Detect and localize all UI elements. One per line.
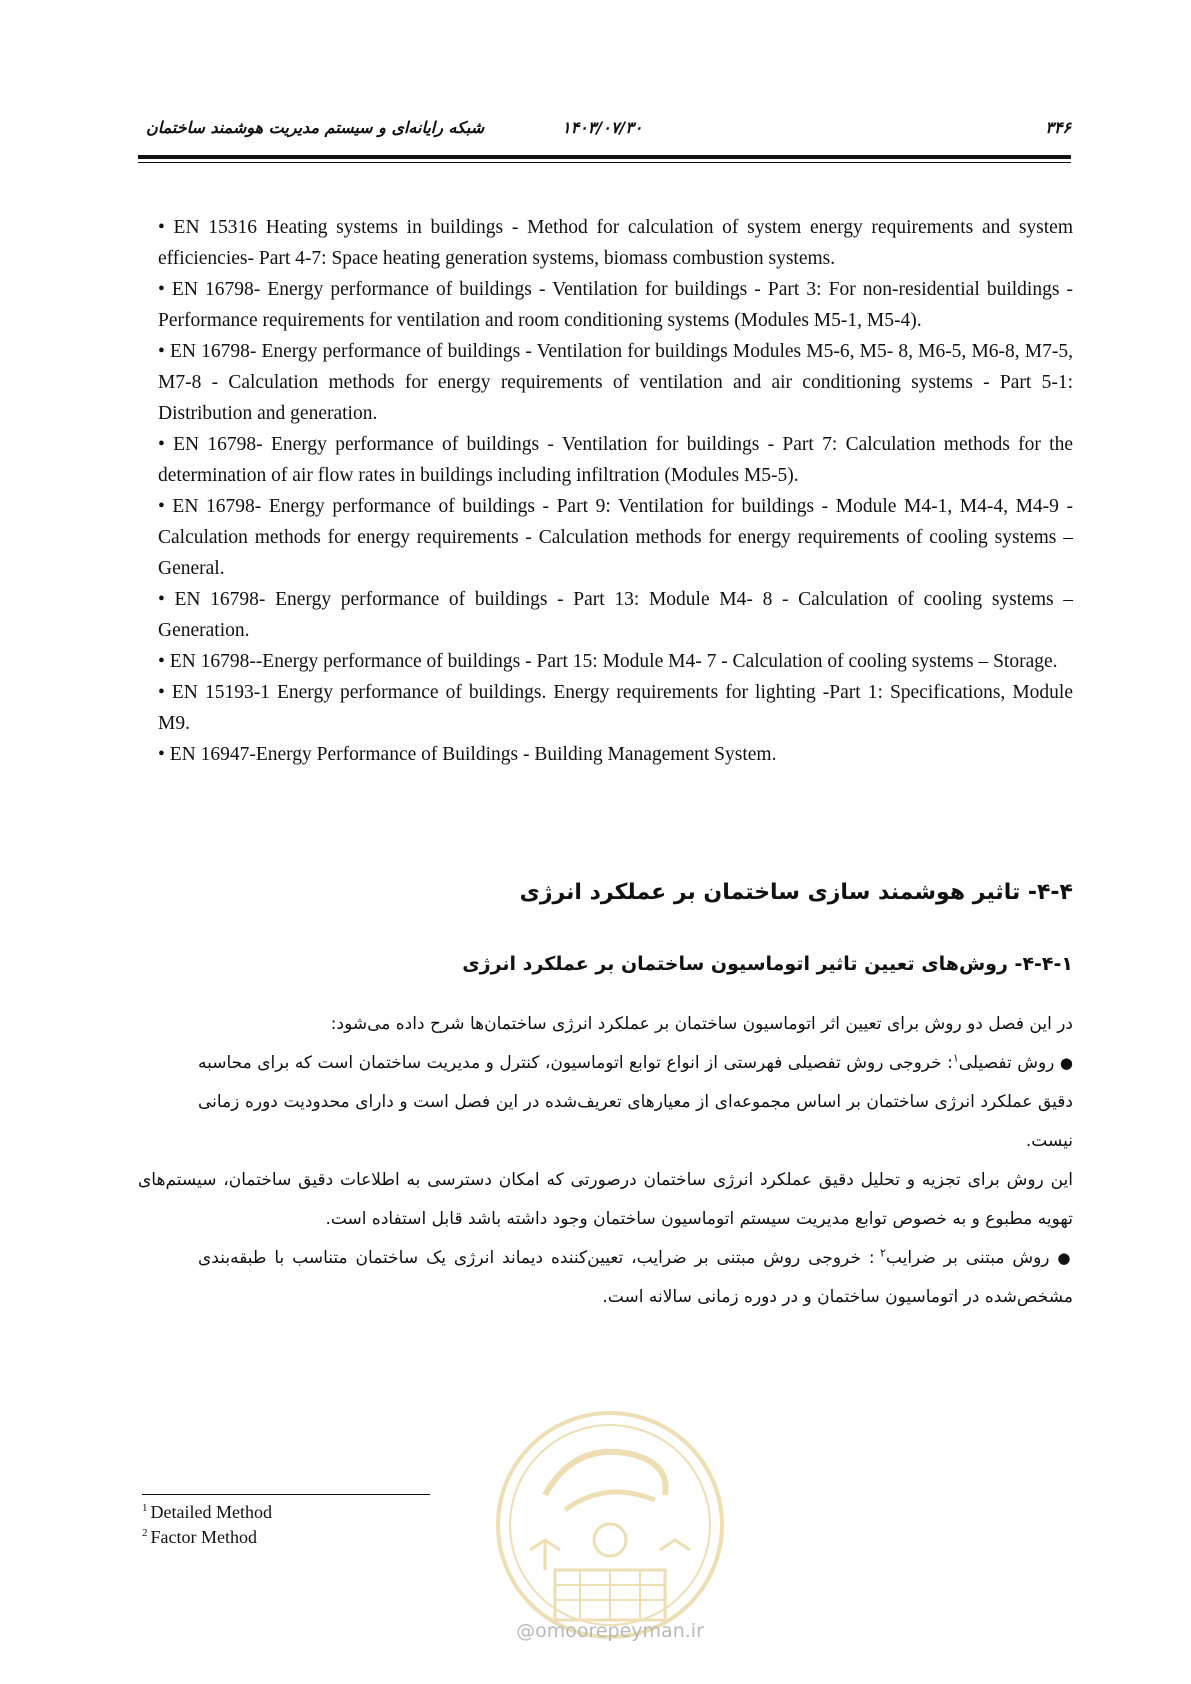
method-term: روش مبتنی بر ضرایب	[885, 1248, 1050, 1268]
standard-item: • EN 16798- Energy performance of buildings - Part 13: Module M4- 8 - Calculation of cooling systems – Generation.	[158, 584, 1073, 646]
footnote: $^2$ Factor Method	[142, 1527, 257, 1547]
method-item-detailed	[138, 1044, 1073, 1161]
page-number: ۳۴۶	[1045, 118, 1071, 137]
standard-item: • EN 16798- Energy performance of buildings - Ventilation for buildings - Part 7: Calculation methods for the determination of air flow rates in buildings including infiltration (Modules M5-5).	[158, 429, 1073, 491]
bullet-icon: ●	[1057, 1249, 1074, 1267]
bullet-icon: ●	[1059, 1054, 1073, 1072]
standards-list	[158, 212, 1073, 770]
body-paragraph: این روش برای تجزیه و تحلیل دقیق عملکرد انرژی ساختمان درصورتی که امکان دسترسی به اطلاعات دقیق ساختمان، سیستم‌های تهویه مطبوع و به خصوص توابع مدیریت سیستم اتوماسیون ساختمان وجود داشته باشد قابل استفاده است.	[138, 1170, 1073, 1229]
watermark-site: @omoorepeyman.ir	[516, 1620, 704, 1642]
standard-item: • EN 16798- Energy performance of buildings - Ventilation for buildings - Part 3: For non-residential buildings - Performance requirements for ventilation and room conditioning systems (Modules M5-1, M5-4).	[158, 274, 1073, 336]
footnote-ref: ۲	[879, 1246, 886, 1260]
section-heading: ۴-۴- تاثیر هوشمند سازی ساختمان بر عملکرد انرژی	[519, 880, 1073, 905]
header-title: شبکه رایانه‌ای و سیستم مدیریت هوشمند ساختمان	[146, 118, 485, 137]
section-body	[138, 1005, 1073, 1317]
method-item-factor	[138, 1239, 1073, 1317]
standard-item: • EN 15316 Heating systems in buildings - Method for calculation of system energy requirements and system efficiencies- Part 4-7: Space heating generation systems, biomass combustion systems.	[158, 212, 1073, 274]
header-rule-thick	[138, 155, 1071, 159]
method-description: : خروجی روش مبتنی بر ضرایب، تعیین‌کننده دیماند انرژی یک ساختمان متناسب با طبقه‌بندی مشخص‌شده در اتوماسیون ساختمان و در دوره زمانی سالانه است.	[198, 1248, 1073, 1307]
footnote-ref: ۱	[952, 1051, 959, 1065]
header-date: ۱۴۰۳/۰۷/۳۰	[562, 118, 643, 137]
footnote: $^1$ Detailed Method	[142, 1502, 272, 1522]
subsection-heading: ۴-۴-۱- روش‌های تعیین تاثیر اتوماسیون ساختمان بر عملکرد انرژی	[462, 953, 1073, 975]
method-term: روش تفصیلی	[958, 1053, 1055, 1073]
method-description: : خروجی روش تفصیلی فهرستی از انواع توابع اتوماسیون، کنترل و مدیریت ساختمان است که برای محاسبه دقیق عملکرد انرژی ساختمان بر اساس مجموعه‌ای از معیارهای تعریف‌شده در این فصل است و دارای محدودیت دوره زمانی نیست.	[198, 1053, 1073, 1151]
standard-item: • EN 16947-Energy Performance of Buildings - Building Management System.	[158, 739, 1073, 770]
at-icon: @	[516, 1620, 536, 1642]
standard-item: • EN 15193-1 Energy performance of buildings. Energy requirements for lighting -Part 1: Specifications, Module M9.	[158, 677, 1073, 739]
standard-item: • EN 16798--Energy performance of buildings - Part 15: Module M4- 7 - Calculation of cooling systems – Storage.	[158, 646, 1073, 677]
footnote-rule	[142, 1494, 430, 1495]
header-rule-thin	[138, 162, 1071, 163]
standard-item: • EN 16798- Energy performance of buildings - Part 9: Ventilation for buildings - Module M4-1, M4-4, M4-9 - Calculation methods for energy requirements - Calculation methods for energy requirements of cooling systems –General.	[158, 491, 1073, 584]
footnotes	[142, 1500, 272, 1550]
intro-paragraph: در این فصل دو روش برای تعیین اثر اتوماسیون ساختمان بر عملکرد انرژی ساختمان‌ها شرح داده می‌شود:	[330, 1014, 1073, 1034]
standard-item: • EN 16798- Energy performance of buildings - Ventilation for buildings Modules M5-6, M5- 8, M6-5, M6-8, M7-5, M7-8 - Calculation methods for energy requirements of ventilation and air conditioning systems - Part 5-1: Distribution and generation.	[158, 336, 1073, 429]
page-header	[138, 118, 1071, 146]
